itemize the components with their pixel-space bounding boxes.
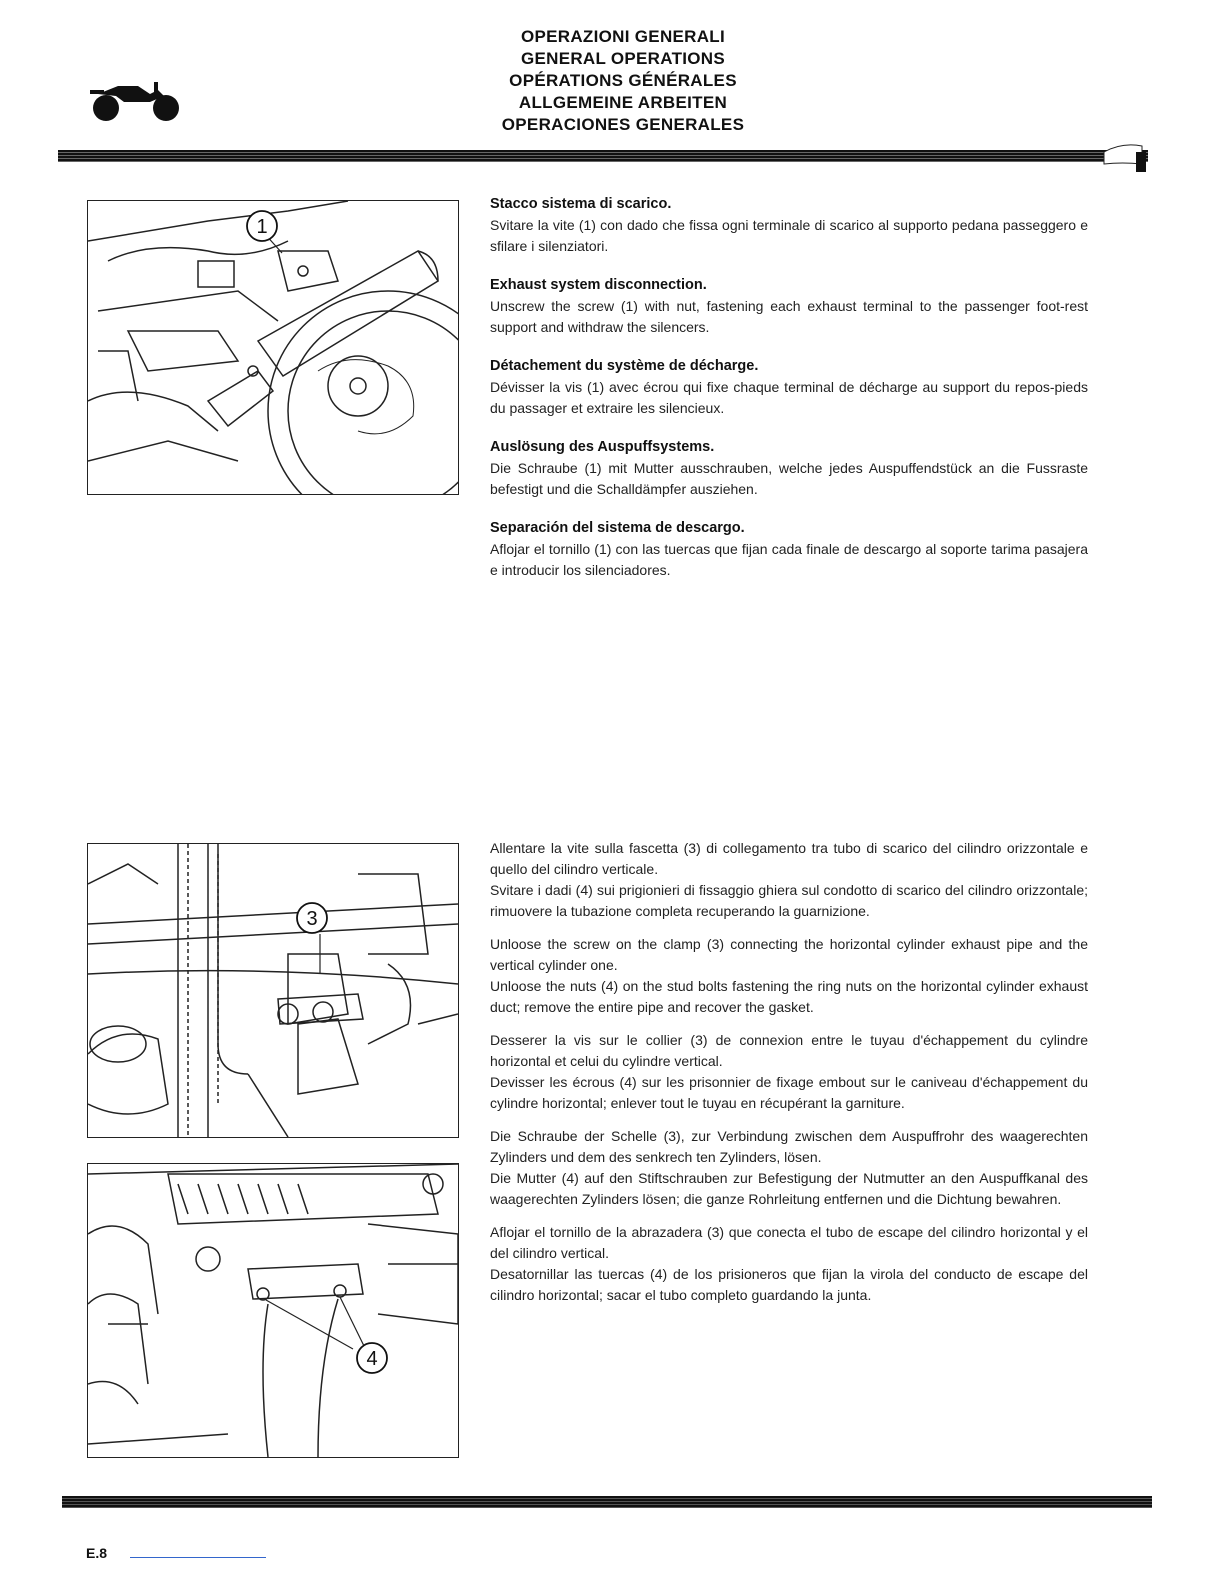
- top-divider: [58, 150, 1148, 162]
- instruction-line: Die Mutter (4) auf den Stiftschrauben zur Befestigung der Nutmutter an den Auspuffkanal des waagerechten Zylinders lösen; die ganze Rohrleitung entfernen und die Dichtung bewahren.: [490, 1170, 1088, 1207]
- instruction-it: [490, 194, 1088, 257]
- instruction-de: [490, 1126, 1088, 1210]
- motorcycle-icon: [88, 72, 184, 126]
- header-line-it: OPERAZIONI GENERALI: [520, 27, 726, 46]
- instruction-body: Aflojar el tornillo (1) con las tuercas que fijan cada finale de descargo al soporte tarima pasajera e introducir los silenciadores.: [490, 541, 1088, 578]
- header-line-fr: OPÉRATIONS GÉNÉRALES: [509, 71, 737, 90]
- instruction-de: [490, 437, 1088, 500]
- instruction-title: Exhaust system disconnection.: [490, 277, 707, 293]
- instruction-body: Dévisser la vis (1) avec écrou qui fixe chaque terminal de décharge au support du repos-pieds du passager et extraire les silencieux.: [490, 379, 1088, 416]
- callout-1: 1: [256, 216, 268, 238]
- instruction-line: Svitare i dadi (4) sui prigionieri di fissaggio ghiera sul condotto di scarico del cilindro orizzontale; rimuovere la tubazione completa recuperando la guarnizione.: [490, 882, 1088, 919]
- instruction-line: Desatornillar las tuercas (4) de los prisioneros que fijan la virola del conducto de escape del cilindro horizontal; sacar el tubo completo guardando la junta.: [490, 1266, 1088, 1303]
- instruction-es: [490, 518, 1088, 581]
- callout-4: 4: [366, 1348, 378, 1370]
- instruction-body: Unscrew the screw (1) with nut, fastening each exhaust terminal to the passenger foot-rest support and withdraw the silencers.: [490, 298, 1088, 335]
- figure-exhaust-silencer: [87, 200, 459, 495]
- instruction-line: Unloose the screw on the clamp (3) connecting the horizontal cylinder exhaust pipe and the vertical cylinder one.: [490, 936, 1088, 973]
- instruction-line: Desserer la vis sur le collier (3) de connexion entre le tuyau d'échappement du cylindre horizontal et celui du cylindre vertical.: [490, 1032, 1088, 1069]
- figure-clamp: [87, 843, 459, 1138]
- instruction-line: Devisser les écrous (4) sur les prisonnier de fixage embout sur le caniveau d'échappement du cylindre horizontal; enlever tout le tuyau en récupérant la garniture.: [490, 1074, 1088, 1111]
- figure-nuts: [87, 1163, 459, 1458]
- instruction-es: [490, 1222, 1088, 1306]
- instruction-title: Stacco sistema di scarico.: [490, 196, 672, 212]
- section-clamp-removal: [490, 838, 1088, 1318]
- instruction-en: [490, 275, 1088, 338]
- instruction-body: Die Schraube (1) mit Mutter ausschrauben, welche jedes Auspuffendstück an die Fussraste befestigt und die Schalldämpfer ausziehen.: [490, 460, 1088, 497]
- section-exhaust-disconnection: [490, 194, 1088, 599]
- page-number-underline: [130, 1557, 266, 1558]
- instruction-line: Unloose the nuts (4) on the stud bolts fastening the ring nuts on the horizontal cylinder exhaust duct; remove the entire pipe and recover the gasket.: [490, 978, 1088, 1015]
- instruction-line: Aflojar el tornillo de la abrazadera (3) que conecta el tubo de escape del cilindro horizontal y el del cilindro vertical.: [490, 1224, 1088, 1261]
- header-line-de: ALLGEMEINE ARBEITEN: [518, 93, 728, 112]
- instruction-fr: [490, 356, 1088, 419]
- callout-3: 3: [306, 908, 318, 930]
- instruction-it: [490, 838, 1088, 922]
- header-line-es: OPERACIONES GENERALES: [501, 115, 745, 134]
- header-line-en: GENERAL OPERATIONS: [520, 49, 726, 68]
- instruction-body: Svitare la vite (1) con dado che fissa ogni terminale di scarico al supporto pedana passeggero e sfilare i silenziatori.: [490, 217, 1088, 254]
- instruction-line: Allentare la vite sulla fascetta (3) di collegamento tra tubo di scarico del cilindro orizzontale e quello del cilindro verticale.: [490, 840, 1088, 877]
- bottom-divider: [62, 1496, 1152, 1508]
- instruction-en: [490, 934, 1088, 1018]
- instruction-title: Separación del sistema de descargo.: [490, 520, 745, 536]
- page-number: E.8: [86, 1545, 108, 1561]
- instruction-fr: [490, 1030, 1088, 1114]
- instruction-line: Die Schraube der Schelle (3), zur Verbindung zwischen dem Auspuffrohr des waagerechten Zylinders und dem des senkrech ten Zylinders, lösen.: [490, 1128, 1088, 1165]
- instruction-title: Détachement du système de décharge.: [490, 358, 759, 374]
- instruction-title: Auslösung des Auspuffsystems.: [490, 439, 715, 455]
- section-tab-icon: [1102, 140, 1148, 176]
